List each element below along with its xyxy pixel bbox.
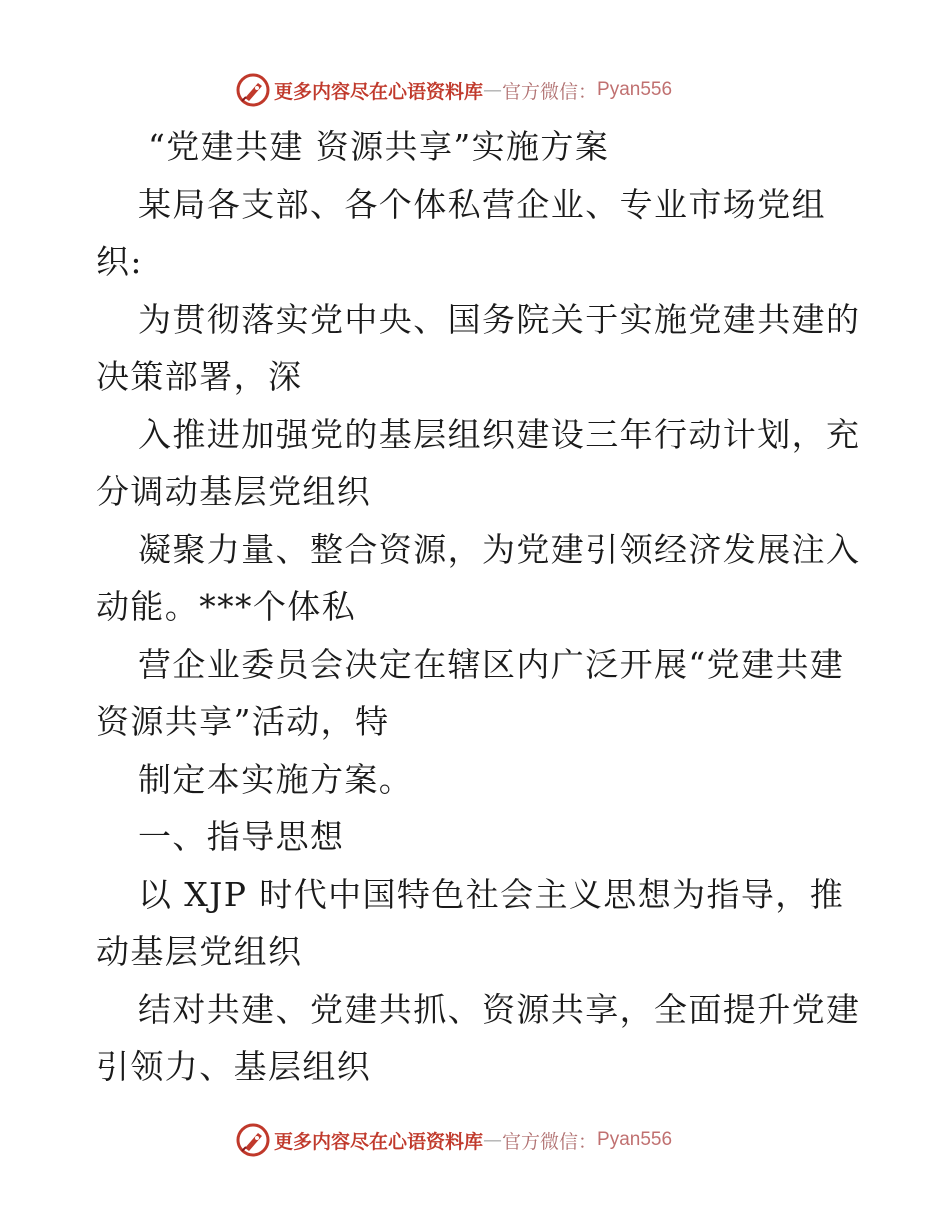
document-body (96, 118, 861, 1096)
text-line: 决策部署，深 (96, 357, 303, 396)
text-line: 某局各支部、各个体私营企业、专业市场党组 (138, 184, 826, 224)
footer-banner (236, 1122, 672, 1158)
banner-wechat-id: Pyan556 (597, 1129, 673, 1150)
text-line: 引领力、基层组织 (96, 1047, 372, 1086)
header-banner (236, 72, 672, 108)
banner-title: 更多内容尽在心语资料库 (274, 1130, 484, 1153)
text-line: 分调动基层党组织 (96, 472, 372, 511)
text-line: 动基层党组织 (96, 932, 303, 971)
banner-wechat-id: Pyan556 (597, 79, 673, 100)
text-line: 为贯彻落实党中央、国务院关于实施党建共建的 (138, 299, 861, 339)
text-line: 资源共享”活动，特 (96, 702, 390, 741)
banner-dash: — (483, 79, 503, 101)
text-line: 以 XJP 时代中国特色社会主义思想为指导，推 (138, 874, 845, 914)
banner-title: 更多内容尽在心语资料库 (274, 80, 484, 103)
section-heading: 一、指导思想 (138, 817, 345, 856)
text-line: 结对共建、党建共抓、资源共享，全面提升党建 (138, 989, 861, 1029)
pen-nib-logo-icon (236, 73, 270, 107)
document-title: “党建共建 资源共享”实施方案 (148, 127, 610, 166)
banner-dash: — (483, 1129, 503, 1151)
text-line: 营企业委员会决定在辖区内广泛开展“党建共建 (138, 644, 845, 684)
text-line: 制定本实施方案。 (138, 759, 414, 799)
text-line: 入推进加强党的基层组织建设三年行动计划，充 (138, 414, 861, 454)
text-line: 织: (96, 242, 143, 281)
banner-subtitle: 官方微信： (502, 80, 598, 103)
pen-nib-logo-icon (236, 1123, 270, 1157)
text-line: 凝聚力量、整合资源，为党建引领经济发展注入 (138, 529, 861, 569)
text-line: 动能。***个体私 (96, 587, 357, 626)
banner-subtitle: 官方微信： (502, 1130, 598, 1153)
